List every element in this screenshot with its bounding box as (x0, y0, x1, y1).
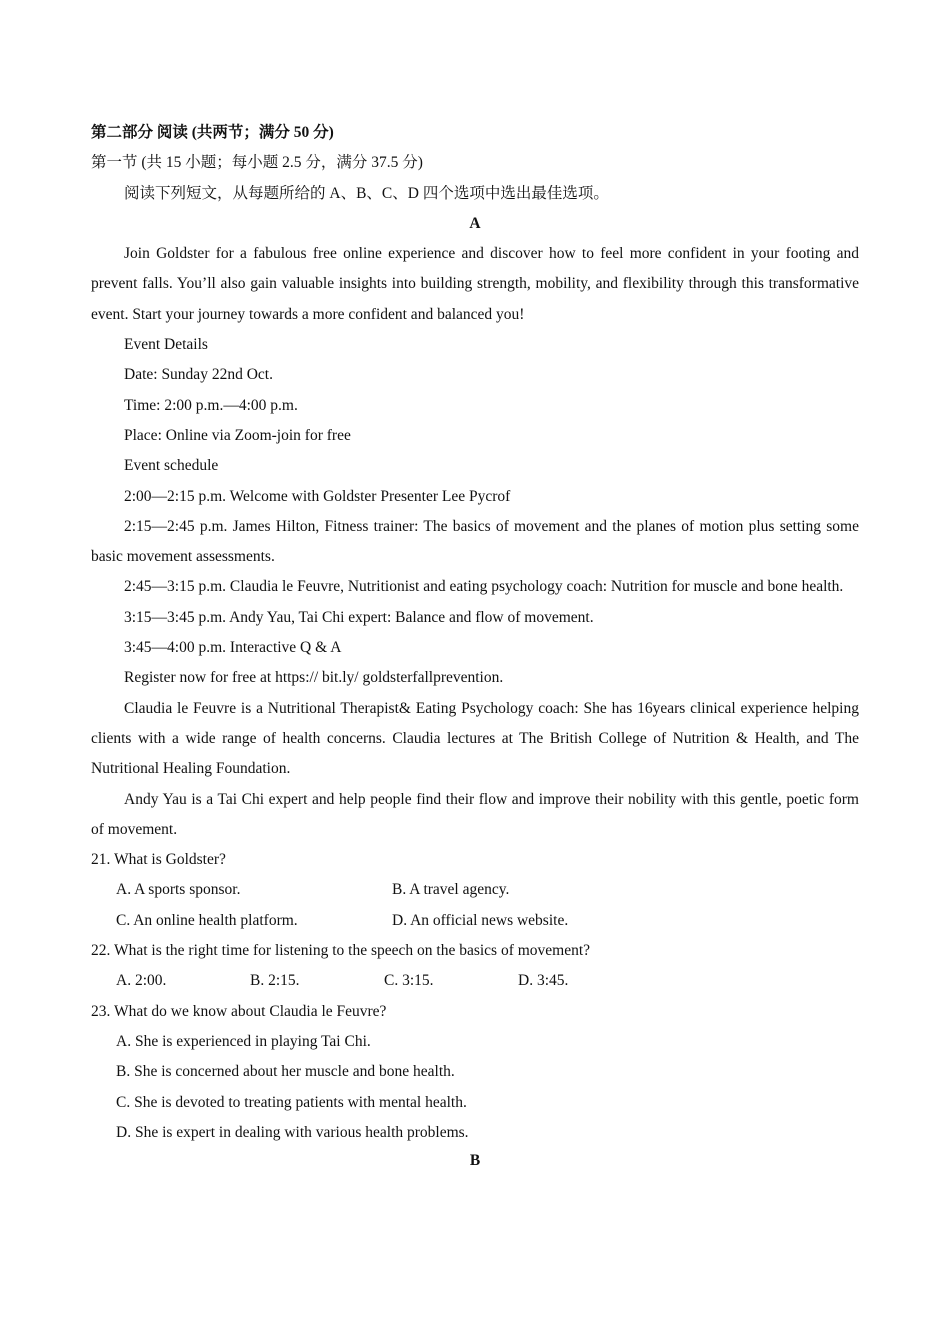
instructions: 阅读下列短文，从每题所给的 A、B、C、D 四个选项中选出最佳选项。 (124, 184, 609, 202)
schedule-item: 3:15—3:45 p.m. Andy Yau, Tai Chi expert: Balance and flow of movement. (124, 608, 594, 626)
exam-page (91, 118, 859, 1174)
question-option: A. A sports sponsor. (116, 881, 241, 899)
section-heading: 第二部分 阅读 (共两节；满分 50 分) (91, 124, 334, 141)
question-option: D. 3:45. (518, 972, 569, 990)
question-23-stem: 23. What do we know about Claudia le Feuvre? (91, 1002, 387, 1020)
question-22-stem: 22. What is the right time for listening to the speech on the basics of movement? (91, 942, 591, 960)
schedule-item: 2:00—2:15 p.m. Welcome with Goldster Presenter Lee Pycrof (124, 487, 511, 505)
question-option: B. A travel agency. (392, 881, 510, 899)
question-option: C. She is devoted to treating patients with mental health. (116, 1093, 467, 1111)
passage-a-intro: Join Goldster for a fabulous free online experience and discover how to feel more confident in your footing and prevent falls. You’ll also gain valuable insights into building strength, mobility, and flexibility through this transformative event. Start your journey towards a more confident and balanced you! (91, 245, 859, 323)
passage-b-label: B (469, 1152, 481, 1170)
passage-a-label: A (469, 214, 481, 232)
schedule-item: 2:45—3:15 p.m. Claudia le Feuvre, Nutritionist and eating psychology coach: Nutrition for muscle and bone health. (124, 578, 844, 596)
bio-andy: Andy Yau is a Tai Chi expert and help people find their flow and improve their nobility with this gentle, poetic form of movement. (91, 790, 859, 838)
question-21-options-row-1 (91, 875, 859, 905)
event-date: Date: Sunday 22nd Oct. (124, 366, 273, 384)
question-option: D. An official news website. (392, 911, 569, 929)
question-option: B. She is concerned about her muscle and bone health. (116, 1063, 455, 1081)
subsection-heading: 第一节 (共 15 小题；每小题 2.5 分，满分 37.5 分) (91, 154, 423, 172)
question-22-options-row (91, 966, 859, 996)
event-place: Place: Online via Zoom-join for free (124, 426, 351, 444)
question-option: A. She is experienced in playing Tai Chi. (116, 1032, 371, 1050)
event-time: Time: 2:00 p.m.—4:00 p.m. (124, 396, 298, 414)
bio-claudia: Claudia le Feuvre is a Nutritional Therapist& Eating Psychology coach: She has 16years clinical experience helping clients with a wide range of health concerns. Claudia lectures at The British College of Nutrition & Health, and The Nutritional Healing Foundation. (91, 699, 859, 778)
schedule-item: 2:15—2:45 p.m. James Hilton, Fitness trainer: The basics of movement and the planes of motion plus setting some basic movement assessments. (91, 517, 859, 566)
register-info: Register now for free at https:// bit.ly/ goldsterfallprevention. (124, 669, 504, 687)
event-details-heading: Event Details (124, 336, 208, 354)
question-option: C. 3:15. (384, 972, 434, 990)
schedule-item: 3:45—4:00 p.m. Interactive Q & A (124, 639, 342, 657)
question-21-stem: 21. What is Goldster? (91, 851, 226, 869)
question-option: D. She is expert in dealing with various health problems. (116, 1123, 469, 1141)
event-schedule-heading: Event schedule (124, 457, 219, 475)
question-option: B. 2:15. (250, 972, 300, 990)
question-option: A. 2:00. (116, 972, 167, 990)
question-option: C. An online health platform. (116, 911, 298, 929)
question-21-options-row-2 (91, 906, 859, 936)
